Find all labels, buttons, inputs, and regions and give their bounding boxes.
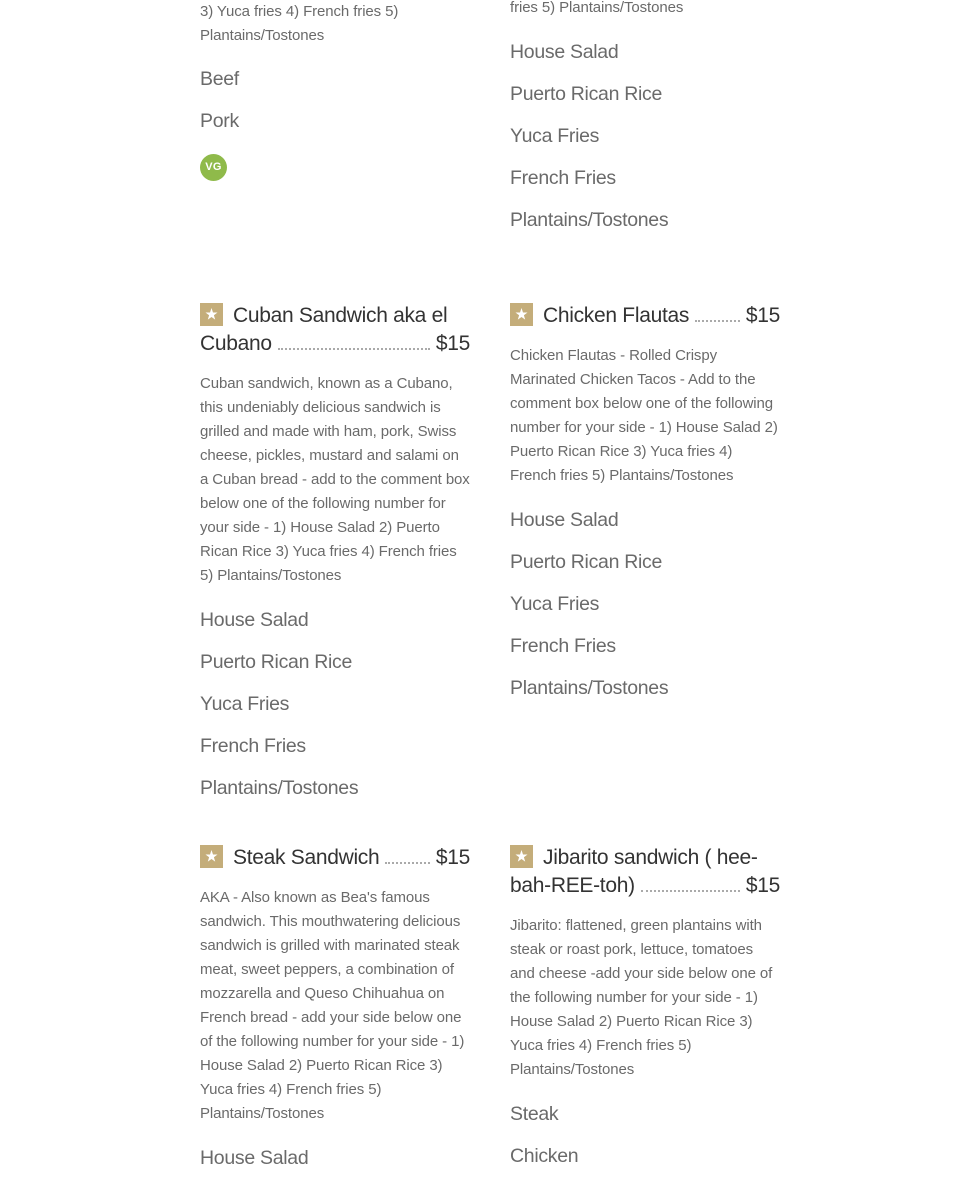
side-options [200, 1137, 470, 1179]
vegan-badge: VG [200, 154, 227, 181]
side-options [510, 499, 780, 709]
option-house-salad[interactable]: House Salad [200, 1147, 309, 1169]
option-pork[interactable]: Pork [200, 110, 239, 132]
menu-item-chicken-flautas[interactable] [510, 302, 780, 709]
side-options [510, 31, 668, 241]
option-plantains-tostones[interactable]: Plantains/Tostones [510, 209, 669, 231]
item-title: Chicken Flautas [543, 304, 690, 327]
price-leader [385, 861, 429, 864]
item-price: $15 [745, 874, 780, 897]
title-line-2: bah-REE-toh) $15 [510, 872, 780, 900]
option-beef[interactable]: Beef [200, 68, 239, 90]
title-line-2: Cubano $15 [200, 330, 470, 358]
item-price: $15 [435, 332, 470, 355]
option-puerto-rican-rice[interactable]: Puerto Rican Rice [510, 83, 663, 105]
item-price: $15 [745, 304, 780, 327]
option-plantains-tostones[interactable]: Plantains/Tostones [510, 677, 669, 699]
option-yuca-fries[interactable]: Yuca Fries [200, 693, 290, 715]
option-house-salad[interactable]: House Salad [510, 509, 619, 531]
option-french-fries[interactable]: French Fries [510, 635, 616, 657]
side-options [200, 599, 470, 809]
option-house-salad[interactable]: House Salad [200, 609, 309, 631]
star-icon [200, 845, 223, 868]
option-plantains-tostones[interactable]: Plantains/Tostones [200, 777, 359, 799]
item-price: $15 [435, 846, 470, 869]
side-options [510, 1093, 780, 1177]
item-description: Chicken Flautas - Rolled Crispy Marinated Chicken Tacos - Add to the comment box below one of the following number for your side - 1) House Salad 2) Puerto Rican Rice 3) Yuca fries 4) French fries 5) Plantains/Tostones [510, 347, 778, 484]
title-line-1: Cuban Sandwich aka el [233, 304, 448, 327]
item-description: AKA - Also known as Bea's famous sandwich. This mouthwatering delicious sandwich is grilled with marinated steak meat, sweet peppers, a combination of mozzarella and Queso Chihuahua on French bread - add your side below one of the following number for your side - 1) House Salad 2) Puerto Rican Rice 3) Yuca fries 4) French fries 5) Plantains/Tostones [200, 889, 465, 1122]
menu-item-cuban-sandwich[interactable] [200, 302, 470, 809]
option-steak[interactable]: Steak [510, 1103, 559, 1125]
price-leader [641, 889, 740, 892]
option-french-fries[interactable]: French Fries [200, 735, 306, 757]
item-description: Cuban sandwich, known as a Cubano, this undeniably delicious sandwich is grilled and made with ham, pork, Swiss cheese, pickles, mustard and salami on a Cuban bread - add to the comment box below one of the following number for your side - 1) House Salad 2) Puerto Rican Rice 3) Yuca fries 4) French fries 5) Plantains/Tostones [200, 375, 470, 584]
item-description: 3) Yuca fries 4) French fries 5) Plantains/Tostones [200, 3, 399, 44]
star-icon [200, 303, 223, 326]
star-icon [510, 303, 533, 326]
price-leader [278, 347, 430, 350]
item-description: fries 5) Plantains/Tostones [510, 0, 684, 16]
item-header [510, 302, 780, 330]
item-header [510, 844, 780, 900]
price-leader [695, 319, 740, 322]
menu-item-jibarito-sandwich[interactable] [510, 844, 780, 1177]
option-puerto-rican-rice[interactable]: Puerto Rican Rice [510, 551, 663, 573]
item-header [200, 302, 470, 358]
option-yuca-fries[interactable]: Yuca Fries [510, 125, 600, 147]
star-icon [510, 845, 533, 868]
option-french-fries[interactable]: French Fries [510, 167, 616, 189]
item-title: Steak Sandwich [233, 846, 380, 869]
item-header [200, 844, 470, 872]
option-puerto-rican-rice[interactable]: Puerto Rican Rice [200, 651, 353, 673]
option-house-salad[interactable]: House Salad [510, 41, 619, 63]
title-line-1: Jibarito sandwich ( hee- [543, 846, 758, 869]
side-options [200, 58, 239, 142]
option-yuca-fries[interactable]: Yuca Fries [510, 593, 600, 615]
option-chicken[interactable]: Chicken [510, 1145, 579, 1167]
item-description: Jibarito: flattened, green plantains with steak or roast pork, lettuce, tomatoes and cheese -add your side below one of the following number for your side - 1) House Salad 2) Puerto Rican Rice 3) Yuca fries 4) French fries 5) Plantains/Tostones [510, 917, 773, 1078]
menu-item-steak-sandwich[interactable] [200, 844, 470, 1179]
